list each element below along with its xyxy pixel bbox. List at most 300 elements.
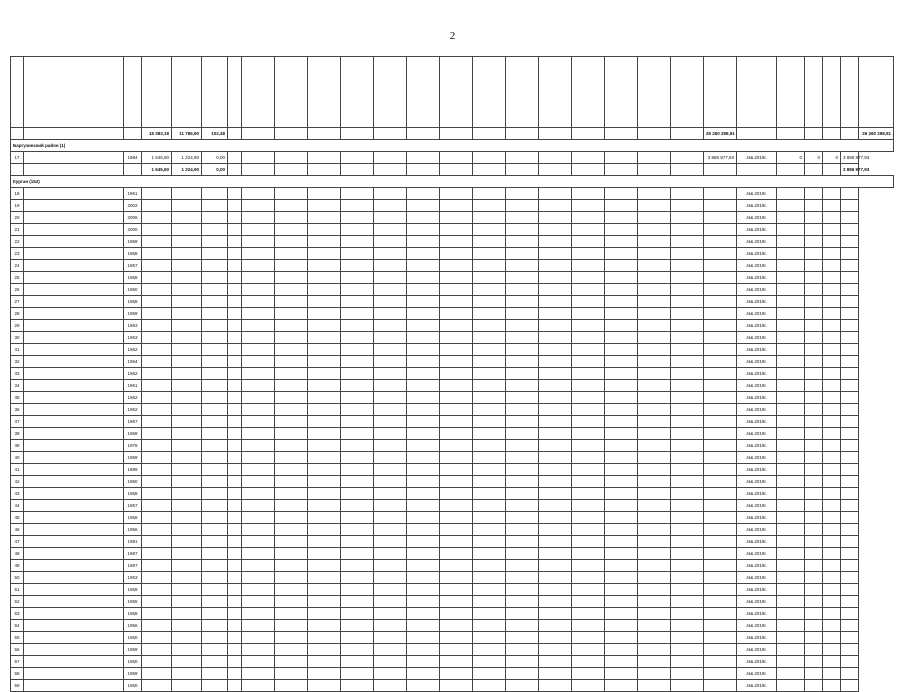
cell bbox=[539, 392, 572, 404]
cell bbox=[506, 476, 539, 488]
cell: 46 bbox=[11, 524, 24, 536]
cell bbox=[308, 620, 341, 632]
cell bbox=[704, 368, 737, 380]
cell bbox=[473, 428, 506, 440]
cell bbox=[841, 284, 859, 296]
cell bbox=[242, 536, 275, 548]
cell bbox=[823, 392, 841, 404]
cell bbox=[539, 128, 572, 140]
cell bbox=[374, 680, 407, 692]
table-row bbox=[11, 680, 894, 692]
cell bbox=[777, 488, 805, 500]
cell bbox=[777, 224, 805, 236]
cell bbox=[473, 632, 506, 644]
cell bbox=[572, 296, 605, 308]
table-row bbox=[11, 620, 894, 632]
cell bbox=[506, 548, 539, 560]
cell bbox=[228, 236, 242, 248]
cell bbox=[341, 272, 374, 284]
cell bbox=[374, 260, 407, 272]
cell bbox=[341, 464, 374, 476]
cell bbox=[506, 200, 539, 212]
cell bbox=[605, 548, 638, 560]
cell bbox=[506, 224, 539, 236]
cell bbox=[605, 620, 638, 632]
cell: 1961 bbox=[124, 380, 142, 392]
cell bbox=[605, 524, 638, 536]
cell bbox=[777, 128, 805, 140]
cell: 4кв.2019г. bbox=[737, 224, 777, 236]
cell bbox=[704, 548, 737, 560]
cell: 4кв.2019г. bbox=[737, 452, 777, 464]
cell bbox=[473, 668, 506, 680]
cell bbox=[242, 476, 275, 488]
cell bbox=[275, 656, 308, 668]
table-row bbox=[11, 476, 894, 488]
cell bbox=[374, 188, 407, 200]
table-row bbox=[11, 404, 894, 416]
cell bbox=[572, 632, 605, 644]
cell bbox=[506, 452, 539, 464]
cell bbox=[228, 476, 242, 488]
header-cell bbox=[572, 57, 605, 128]
cell: 26 260 298,91 bbox=[704, 128, 737, 140]
cell: 4кв.2019г. bbox=[737, 440, 777, 452]
cell bbox=[172, 584, 202, 596]
cell bbox=[228, 428, 242, 440]
cell bbox=[539, 284, 572, 296]
cell bbox=[172, 512, 202, 524]
cell bbox=[172, 380, 202, 392]
subtotal-row bbox=[11, 164, 894, 176]
cell bbox=[823, 572, 841, 584]
cell bbox=[671, 212, 704, 224]
cell bbox=[374, 368, 407, 380]
cell bbox=[24, 608, 124, 620]
header-cell bbox=[777, 57, 805, 128]
cell: 4кв.2019г. bbox=[737, 584, 777, 596]
cell bbox=[275, 236, 308, 248]
cell: 1989 bbox=[124, 464, 142, 476]
cell bbox=[440, 548, 473, 560]
cell bbox=[572, 224, 605, 236]
cell bbox=[407, 596, 440, 608]
cell bbox=[308, 584, 341, 596]
cell bbox=[172, 596, 202, 608]
cell bbox=[777, 284, 805, 296]
cell bbox=[228, 320, 242, 332]
cell bbox=[841, 416, 859, 428]
cell bbox=[24, 188, 124, 200]
page-number: 2 bbox=[449, 30, 456, 42]
table-row bbox=[11, 188, 894, 200]
cell: 0,00 bbox=[202, 164, 228, 176]
cell bbox=[242, 356, 275, 368]
cell bbox=[572, 308, 605, 320]
cell bbox=[142, 560, 172, 572]
cell: 1969 bbox=[124, 236, 142, 248]
cell bbox=[572, 452, 605, 464]
cell: 1968 bbox=[124, 428, 142, 440]
cell bbox=[374, 512, 407, 524]
cell bbox=[704, 476, 737, 488]
cell bbox=[24, 656, 124, 668]
header-cell bbox=[671, 57, 704, 128]
cell bbox=[638, 224, 671, 236]
cell bbox=[823, 128, 841, 140]
cell: 4кв.2019г. bbox=[737, 560, 777, 572]
cell bbox=[202, 320, 228, 332]
cell bbox=[671, 296, 704, 308]
cell bbox=[407, 440, 440, 452]
cell bbox=[242, 188, 275, 200]
cell bbox=[142, 212, 172, 224]
cell bbox=[202, 248, 228, 260]
cell bbox=[473, 452, 506, 464]
cell bbox=[638, 644, 671, 656]
cell bbox=[202, 452, 228, 464]
cell bbox=[228, 560, 242, 572]
cell bbox=[777, 188, 805, 200]
header-cell bbox=[24, 57, 124, 128]
cell bbox=[671, 608, 704, 620]
cell bbox=[506, 392, 539, 404]
cell bbox=[172, 200, 202, 212]
table-row bbox=[11, 632, 894, 644]
cell bbox=[823, 536, 841, 548]
cell bbox=[777, 560, 805, 572]
table-row bbox=[11, 548, 894, 560]
cell bbox=[202, 260, 228, 272]
cell bbox=[341, 308, 374, 320]
cell bbox=[407, 584, 440, 596]
cell bbox=[805, 188, 823, 200]
cell bbox=[841, 128, 859, 140]
cell: 1987 bbox=[124, 560, 142, 572]
cell bbox=[172, 632, 202, 644]
cell bbox=[841, 392, 859, 404]
cell bbox=[172, 188, 202, 200]
cell bbox=[605, 512, 638, 524]
cell bbox=[202, 560, 228, 572]
cell bbox=[539, 320, 572, 332]
cell bbox=[605, 668, 638, 680]
cell bbox=[841, 668, 859, 680]
cell bbox=[202, 608, 228, 620]
cell bbox=[275, 392, 308, 404]
table-row bbox=[11, 272, 894, 284]
cell bbox=[473, 152, 506, 164]
cell bbox=[638, 128, 671, 140]
cell bbox=[605, 272, 638, 284]
cell bbox=[506, 488, 539, 500]
cell bbox=[228, 380, 242, 392]
cell bbox=[473, 164, 506, 176]
cell bbox=[341, 668, 374, 680]
cell bbox=[275, 380, 308, 392]
cell bbox=[440, 392, 473, 404]
cell bbox=[440, 608, 473, 620]
cell: 1959 bbox=[124, 668, 142, 680]
cell bbox=[142, 464, 172, 476]
cell bbox=[704, 224, 737, 236]
cell bbox=[242, 512, 275, 524]
table-row bbox=[11, 380, 894, 392]
cell: 24 bbox=[11, 260, 24, 272]
cell bbox=[777, 260, 805, 272]
cell bbox=[242, 308, 275, 320]
cell bbox=[172, 236, 202, 248]
cell bbox=[407, 464, 440, 476]
cell bbox=[242, 608, 275, 620]
cell bbox=[341, 416, 374, 428]
cell bbox=[805, 308, 823, 320]
cell bbox=[308, 236, 341, 248]
cell: 4кв.2019г. bbox=[737, 680, 777, 692]
header-cell bbox=[704, 57, 737, 128]
table-row bbox=[11, 416, 894, 428]
cell bbox=[841, 368, 859, 380]
cell bbox=[671, 236, 704, 248]
cell: 33 bbox=[11, 368, 24, 380]
cell: 1963 bbox=[124, 320, 142, 332]
header-cell bbox=[539, 57, 572, 128]
cell bbox=[275, 296, 308, 308]
cell bbox=[202, 428, 228, 440]
cell bbox=[228, 260, 242, 272]
cell bbox=[605, 644, 638, 656]
cell bbox=[841, 524, 859, 536]
cell: 4кв.2019г. bbox=[737, 308, 777, 320]
cell bbox=[823, 428, 841, 440]
cell bbox=[440, 152, 473, 164]
cell bbox=[172, 356, 202, 368]
cell bbox=[308, 488, 341, 500]
cell: 43 bbox=[11, 488, 24, 500]
cell bbox=[638, 524, 671, 536]
cell bbox=[275, 596, 308, 608]
cell bbox=[805, 476, 823, 488]
cell: 4кв.2019г. bbox=[737, 212, 777, 224]
cell bbox=[202, 680, 228, 692]
cell bbox=[605, 608, 638, 620]
cell bbox=[671, 668, 704, 680]
cell bbox=[638, 284, 671, 296]
cell bbox=[539, 572, 572, 584]
cell bbox=[242, 500, 275, 512]
cell bbox=[823, 608, 841, 620]
cell bbox=[228, 332, 242, 344]
cell bbox=[473, 644, 506, 656]
cell bbox=[440, 476, 473, 488]
cell bbox=[24, 356, 124, 368]
cell: 1968 bbox=[124, 248, 142, 260]
cell: 1987 bbox=[124, 548, 142, 560]
cell bbox=[440, 644, 473, 656]
cell bbox=[671, 404, 704, 416]
cell bbox=[341, 212, 374, 224]
cell bbox=[506, 404, 539, 416]
cell bbox=[841, 536, 859, 548]
cell bbox=[506, 608, 539, 620]
cell bbox=[823, 332, 841, 344]
cell: 1959 bbox=[124, 644, 142, 656]
cell bbox=[777, 644, 805, 656]
cell bbox=[275, 164, 308, 176]
cell bbox=[341, 344, 374, 356]
cell bbox=[24, 560, 124, 572]
cell bbox=[308, 500, 341, 512]
cell bbox=[341, 152, 374, 164]
table-row bbox=[11, 236, 894, 248]
cell bbox=[407, 668, 440, 680]
cell bbox=[671, 656, 704, 668]
cell: 1957 bbox=[124, 500, 142, 512]
cell bbox=[341, 548, 374, 560]
cell bbox=[202, 596, 228, 608]
cell bbox=[823, 560, 841, 572]
cell bbox=[805, 680, 823, 692]
cell bbox=[308, 536, 341, 548]
cell bbox=[473, 236, 506, 248]
cell: 4кв.2019г. bbox=[737, 464, 777, 476]
cell bbox=[638, 536, 671, 548]
cell bbox=[228, 464, 242, 476]
cell bbox=[841, 212, 859, 224]
cell bbox=[671, 488, 704, 500]
cell: 1959 bbox=[124, 584, 142, 596]
cell: 4кв.2019г. bbox=[737, 608, 777, 620]
cell bbox=[172, 560, 202, 572]
cell bbox=[24, 380, 124, 392]
cell bbox=[341, 584, 374, 596]
cell bbox=[473, 308, 506, 320]
cell bbox=[572, 404, 605, 416]
cell bbox=[242, 248, 275, 260]
cell bbox=[823, 344, 841, 356]
cell bbox=[572, 260, 605, 272]
cell bbox=[704, 464, 737, 476]
cell bbox=[407, 308, 440, 320]
cell: 1956 bbox=[124, 620, 142, 632]
cell bbox=[823, 416, 841, 428]
cell bbox=[374, 428, 407, 440]
cell bbox=[704, 596, 737, 608]
cell: 4кв.2019г. bbox=[737, 548, 777, 560]
cell bbox=[777, 452, 805, 464]
cell bbox=[841, 308, 859, 320]
cell bbox=[172, 620, 202, 632]
cell bbox=[704, 308, 737, 320]
cell bbox=[440, 584, 473, 596]
cell bbox=[823, 272, 841, 284]
cell bbox=[473, 128, 506, 140]
cell: 59 bbox=[11, 680, 24, 692]
cell: 4кв.2019г. bbox=[737, 344, 777, 356]
cell bbox=[142, 572, 172, 584]
cell bbox=[275, 620, 308, 632]
cell bbox=[572, 332, 605, 344]
cell bbox=[142, 680, 172, 692]
cell bbox=[242, 488, 275, 500]
cell bbox=[823, 656, 841, 668]
cell bbox=[407, 380, 440, 392]
register-table bbox=[10, 56, 894, 692]
cell bbox=[805, 656, 823, 668]
cell: 1960 bbox=[124, 632, 142, 644]
cell: 4кв.2019г. bbox=[737, 260, 777, 272]
cell bbox=[605, 212, 638, 224]
cell: 1964 bbox=[124, 356, 142, 368]
cell bbox=[671, 560, 704, 572]
cell bbox=[539, 164, 572, 176]
cell bbox=[24, 584, 124, 596]
cell bbox=[242, 152, 275, 164]
cell: 4кв.2019г. bbox=[737, 188, 777, 200]
cell bbox=[202, 572, 228, 584]
section-label: Курган (152) bbox=[11, 176, 894, 188]
cell: 4кв.2019г. bbox=[737, 284, 777, 296]
cell bbox=[671, 392, 704, 404]
cell bbox=[605, 488, 638, 500]
cell: 4кв.2019г. bbox=[737, 428, 777, 440]
cell bbox=[671, 164, 704, 176]
cell bbox=[823, 356, 841, 368]
cell bbox=[605, 320, 638, 332]
cell: 1958 bbox=[124, 608, 142, 620]
cell bbox=[374, 584, 407, 596]
cell bbox=[275, 200, 308, 212]
cell: 22 bbox=[11, 236, 24, 248]
cell bbox=[24, 320, 124, 332]
cell bbox=[704, 560, 737, 572]
cell bbox=[308, 296, 341, 308]
cell bbox=[572, 440, 605, 452]
cell: 54 bbox=[11, 620, 24, 632]
cell bbox=[671, 128, 704, 140]
cell bbox=[228, 200, 242, 212]
cell bbox=[202, 500, 228, 512]
cell bbox=[228, 272, 242, 284]
cell bbox=[841, 680, 859, 692]
cell bbox=[142, 428, 172, 440]
cell bbox=[572, 212, 605, 224]
cell bbox=[275, 668, 308, 680]
cell bbox=[228, 596, 242, 608]
cell bbox=[671, 452, 704, 464]
cell: 52 bbox=[11, 596, 24, 608]
cell bbox=[308, 224, 341, 236]
cell bbox=[638, 260, 671, 272]
cell bbox=[605, 368, 638, 380]
cell bbox=[275, 632, 308, 644]
cell bbox=[341, 296, 374, 308]
cell bbox=[374, 392, 407, 404]
cell bbox=[242, 368, 275, 380]
cell bbox=[671, 272, 704, 284]
table-row bbox=[11, 392, 894, 404]
cell bbox=[24, 620, 124, 632]
cell bbox=[638, 632, 671, 644]
cell bbox=[275, 476, 308, 488]
cell bbox=[539, 428, 572, 440]
cell bbox=[823, 632, 841, 644]
cell bbox=[823, 488, 841, 500]
cell bbox=[841, 236, 859, 248]
cell bbox=[539, 416, 572, 428]
cell: 1960 bbox=[124, 284, 142, 296]
cell bbox=[473, 536, 506, 548]
